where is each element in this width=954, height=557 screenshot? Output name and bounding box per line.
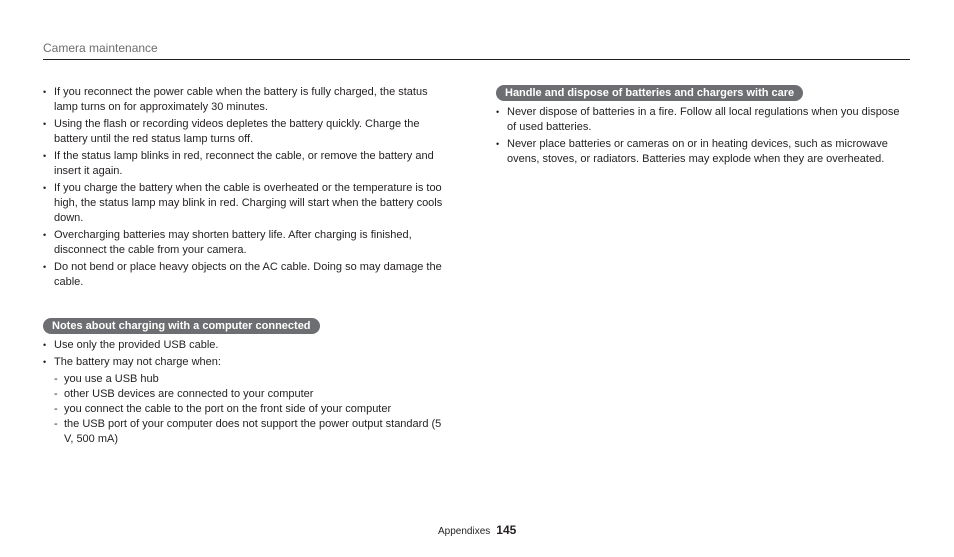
dispose-heading: Handle and dispose of batteries and chargers with care <box>496 85 803 101</box>
computer-charging-section <box>43 318 453 449</box>
sublist-item: - other USB devices are connected to your computer <box>54 387 453 402</box>
header-divider <box>43 59 910 60</box>
list-item: • The battery may not charge when: - you use a USB hub - other USB devices are connected to your computer - you connect the cable to the port on the front side of your computer - the USB port of your computer does not support the power output standard (5 V, 500 mA) <box>43 355 453 447</box>
right-column <box>496 85 906 169</box>
conditions-sublist <box>54 372 453 447</box>
list-item: • Never dispose of batteries in a fire. Follow all local regulations when you dispose of used batteries. <box>496 105 906 135</box>
list-item: • Use only the provided USB cable. <box>43 338 453 353</box>
sublist-item: - the USB port of your computer does not support the power output standard (5 V, 500 mA) <box>54 417 453 447</box>
page-number: 145 <box>496 523 517 537</box>
charging-notes-list <box>43 85 453 290</box>
footer-label: Appendixes <box>438 526 491 537</box>
list-item: • If you reconnect the power cable when the battery is fully charged, the status lamp turns on for approximately 30 minutes. <box>43 85 453 115</box>
sublist-item: - you use a USB hub <box>54 372 453 387</box>
page-footer <box>438 523 516 537</box>
computer-charging-list <box>43 338 453 447</box>
sublist-item: - you connect the cable to the port on the front side of your computer <box>54 402 453 417</box>
section-title: Camera maintenance <box>43 41 158 55</box>
list-item: • Never place batteries or cameras on or in heating devices, such as microwave ovens, stoves, or radiators. Batteries may explode when they are overheated. <box>496 137 906 167</box>
dispose-list <box>496 105 906 167</box>
computer-charging-heading: Notes about charging with a computer connected <box>43 318 320 334</box>
list-item: • Using the flash or recording videos depletes the battery quickly. Charge the battery until the red status lamp turns off. <box>43 117 453 147</box>
left-column <box>43 85 453 292</box>
list-item: • If you charge the battery when the cable is overheated or the temperature is too high, the status lamp may blink in red. Charging will start when the battery cools down. <box>43 181 453 226</box>
list-item: • Overcharging batteries may shorten battery life. After charging is finished, disconnect the cable from your camera. <box>43 228 453 258</box>
list-item: • If the status lamp blinks in red, reconnect the cable, or remove the battery and insert it again. <box>43 149 453 179</box>
list-item: • Do not bend or place heavy objects on the AC cable. Doing so may damage the cable. <box>43 260 453 290</box>
